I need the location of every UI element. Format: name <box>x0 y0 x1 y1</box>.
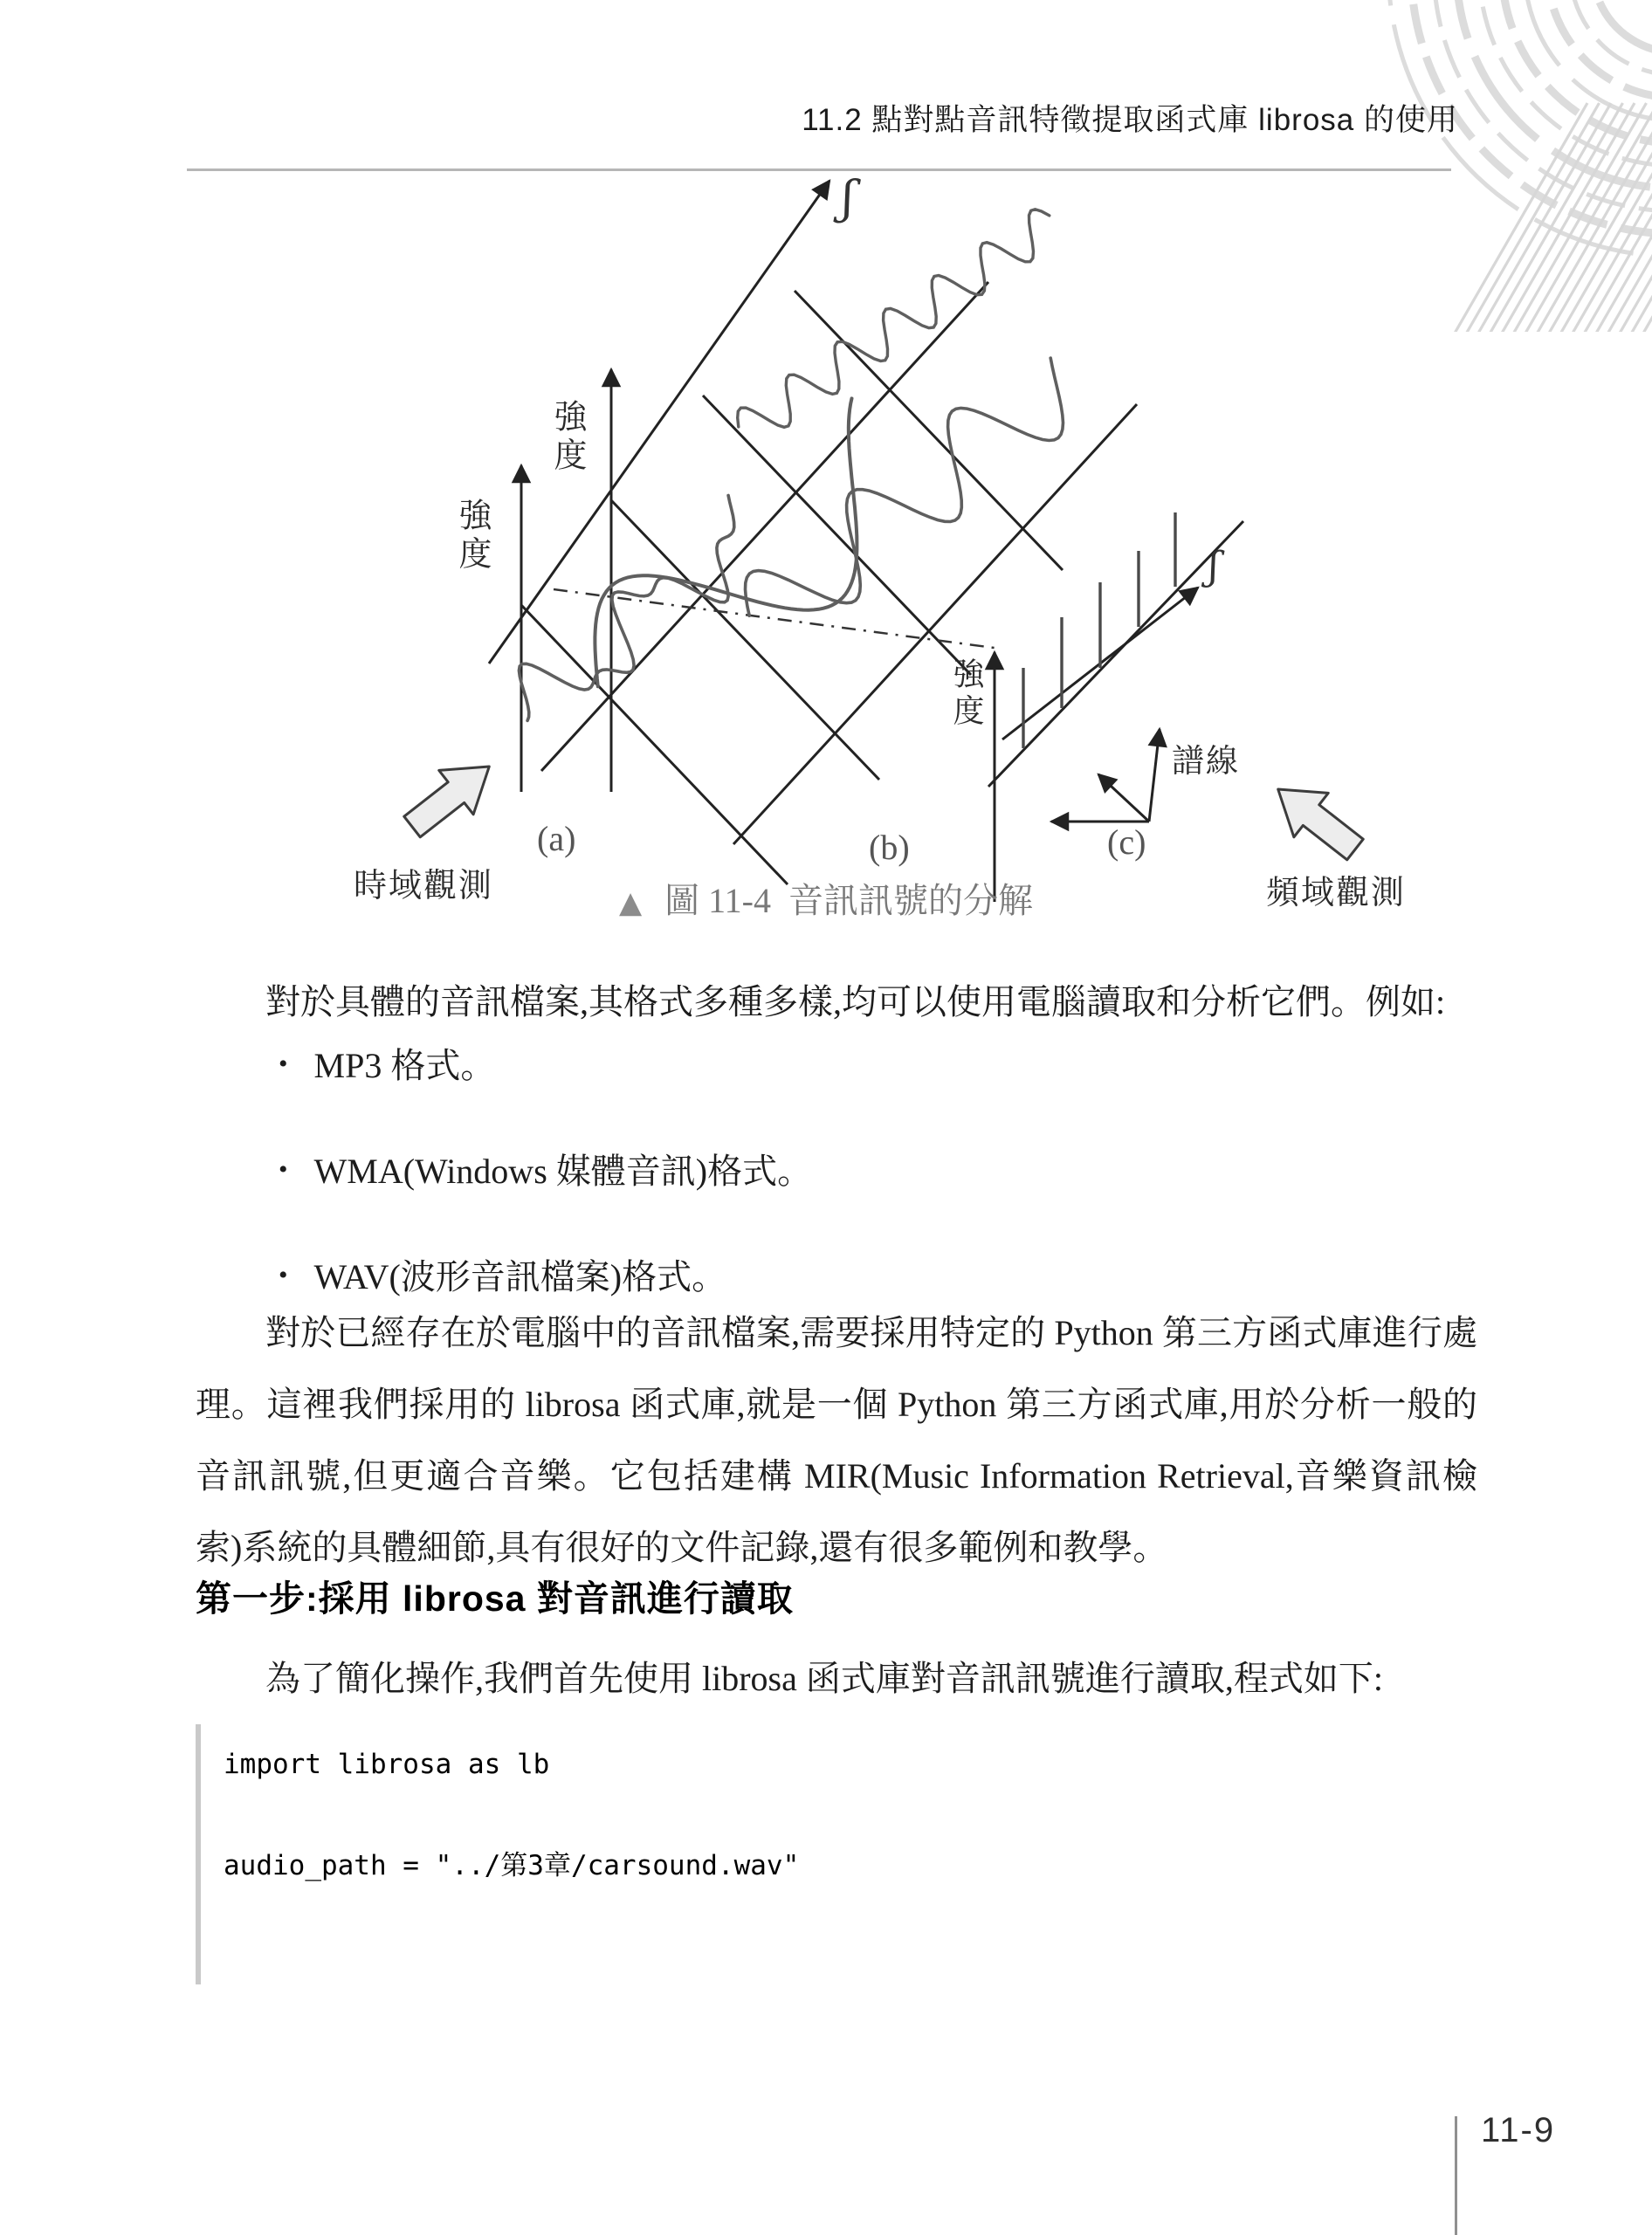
list-item-text: WAV(波形音訊檔案)格式。 <box>313 1257 727 1296</box>
footer-rule <box>1455 2116 1457 2235</box>
page-number: 11-9 <box>1481 2111 1556 2149</box>
list-item-mp3 <box>279 1042 1477 1094</box>
code-block <box>196 1724 1477 1984</box>
time-domain-label: 時域觀測 <box>354 868 494 904</box>
section-heading-step1: 第一步:採用 librosa 對音訊進行讀取 <box>196 1578 794 1619</box>
freq-domain-label: 頻域觀測 <box>1266 875 1407 911</box>
spectral-lines-label: 譜線 <box>1172 744 1240 780</box>
bullet-icon: • <box>279 1049 288 1078</box>
freq-domain-view-arrow <box>1261 767 1373 871</box>
time-domain-view-arrow <box>395 745 506 849</box>
list-item-text: WMA(Windows 媒體音訊)格式。 <box>313 1152 813 1191</box>
format-list <box>196 1042 1477 1305</box>
paragraph-librosa-intro: 對於已經存在於電腦中的音訊檔案,需要採用特定的 Python 第三方函式庫進行處理。這裡我們採用的 librosa 函式庫,就是一個 Python 第三方函式庫,用於分析一般的音訊訊號,但更適合音樂。它包括建構 MIR(Music Information Retrieval,音樂資訊檢索)系統的具體細節,具有很好的文件記錄,還有很多範例和教學。 <box>196 1313 1477 1567</box>
paragraph-read-audio: 為了簡化操作,我們首先使用 librosa 函式庫對音訊訊號進行讀取,程式如下: <box>265 1659 1383 1698</box>
panel-a-label: (a) <box>537 819 576 858</box>
list-item-wma <box>279 1147 1477 1200</box>
caption-text: 圖 11-4 音訊訊號的分解 <box>664 881 1033 920</box>
panel-c-label: (c) <box>1107 822 1146 862</box>
integral-symbol-top: ʃ <box>842 172 857 224</box>
bullet-icon: • <box>279 1155 288 1184</box>
caption-triangle-icon: ▲ <box>619 885 643 920</box>
axes-and-grid <box>489 181 1243 902</box>
running-head: 11.2 點對點音訊特徵提取函式庫 librosa 的使用 <box>802 103 1458 137</box>
code-line-audio-path: audio_path = "../第3章/carsound.wav" <box>224 1850 800 1881</box>
spectral-lines-group <box>1023 512 1175 748</box>
bullet-icon: • <box>279 1261 288 1289</box>
intensity-label-c: 強度 <box>949 657 984 731</box>
waveforms-group <box>519 210 1063 721</box>
integral-symbol-right: ʃ <box>1208 544 1221 588</box>
body-column <box>196 957 1477 1984</box>
list-item-text: MP3 格式。 <box>313 1046 496 1085</box>
figure-11-4 <box>262 170 1484 917</box>
intensity-label-a: 強度 <box>453 498 490 574</box>
paragraph-formats-intro: 對於具體的音訊檔案,其格式多種多樣,均可以使用電腦讀取和分析它們。例如: <box>265 982 1446 1021</box>
projection-dashdot-line <box>554 589 1001 649</box>
audio-decomposition-diagram <box>262 170 1484 917</box>
code-line-import: import librosa as lb <box>224 1749 550 1780</box>
figure-caption <box>0 873 1652 923</box>
panel-b-label: (b) <box>869 828 910 867</box>
intensity-label-b: 強度 <box>548 399 585 476</box>
